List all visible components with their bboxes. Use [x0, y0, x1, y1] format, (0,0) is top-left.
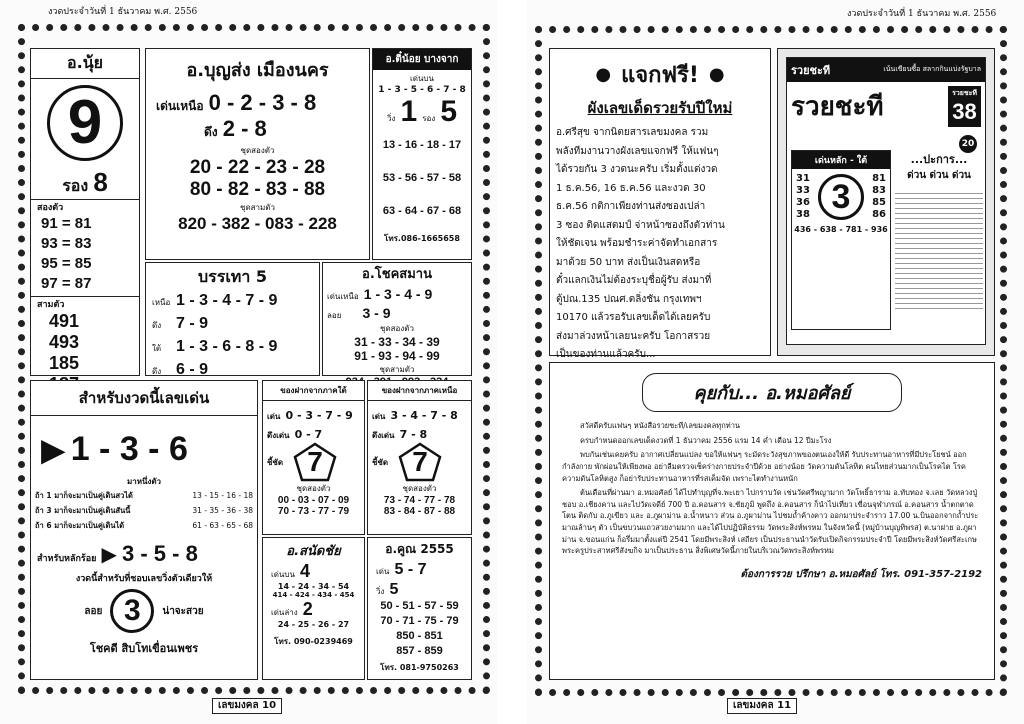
chok-loi-label: ลอย — [327, 311, 342, 320]
talk-paragraph: สวัสดีครับแฟนๆ หนังสือรวยชะที/เลขมงคลทุกท่าน — [580, 421, 741, 430]
bunthao-row-value: 7 - 9 — [176, 315, 209, 332]
south-dueng-value: 0 - 7 — [294, 428, 323, 441]
nui-rong-value: 8 — [93, 167, 108, 197]
free-body-line: มาด้วย 50 บาท ส่งเป็นเงินสดหรือ — [556, 256, 701, 268]
right-footer: เลขมงคล 11 — [727, 698, 797, 714]
magazine-badge-num: 38 — [952, 99, 977, 124]
south-chut-value: 7 — [307, 446, 323, 477]
khun-row: 50 - 51 - 57 - 59 — [380, 600, 459, 612]
star-icon: ● — [708, 64, 725, 85]
pentagon-icon — [293, 442, 337, 482]
boonsong-dueng-value: 2 - 8 — [222, 116, 267, 141]
magazine-cover — [786, 57, 986, 345]
north-chut-label: ชี้ชัด — [372, 457, 389, 467]
special-loi-note: น่าจะสวย — [162, 605, 204, 617]
bunthao-rows — [146, 290, 319, 382]
magazine-left-num: 36 — [796, 197, 810, 208]
south-dueng — [263, 423, 364, 442]
sanadchai-b — [263, 599, 364, 620]
khun-rows — [368, 599, 471, 659]
special-loi-value: 3 — [124, 594, 141, 627]
tinoi-wi-rong — [373, 95, 471, 129]
bunthao-row-label: เหนือ — [152, 298, 171, 307]
special-pair-values: 31 - 35 - 36 - 38 — [192, 506, 253, 515]
special-hundred — [37, 541, 257, 567]
chok-nuea-label: เด่นเหนือ — [327, 292, 359, 301]
special-pair-row — [35, 488, 257, 503]
magazine-main-num: 3 — [831, 177, 851, 216]
special-pair-values: 61 - 63 - 65 - 68 — [192, 521, 253, 530]
talk-paragraph: ครบกำหนดออกเลขเด็ดงวดที่ 1 ธันวาคม 2556 แรม 14 ค่ำ เดือน 12 ปีมะโรง — [580, 435, 832, 445]
free-subtitle: ผังเลขเด็ดรวยรับปีใหม่ — [587, 99, 733, 117]
tinoi-row: 13 - 16 - 18 - 17 — [382, 139, 462, 151]
khun-wi-value: 5 — [389, 581, 399, 598]
boonsong-three-row: 820 - 382 - 083 - 228 — [178, 214, 337, 233]
tinoi-tel: โทร.086-1665658 — [384, 234, 460, 243]
left-footer: เลขมงคล 10 — [212, 698, 282, 714]
right-page — [527, 0, 1024, 724]
talk-title: คุยกับ... อ.หมอศัลย์ — [693, 383, 851, 404]
chok-loi — [323, 303, 471, 322]
right-header: งวดประจำวันที่ 1 ธันวาคม พ.ศ. 2556 — [847, 9, 997, 19]
north-dueng-value: 7 - 8 — [399, 428, 428, 441]
chok-three-label: ชุดสามตัว — [379, 365, 415, 374]
magazine-right-num: 85 — [872, 197, 886, 208]
free-body-line: เป็นของท่านแล้วครับ... — [556, 349, 656, 360]
bunthao-row-label: ดึง — [152, 367, 162, 376]
special-box — [30, 380, 258, 680]
boonsong-dueng — [204, 116, 369, 142]
special-main-value: 1 - 3 - 6 — [70, 430, 188, 468]
nui-name: อ.นุ้ย — [31, 49, 139, 79]
free-body-line: ธ.ค.56 กติกาเพียงท่านส่งซองเปล่า — [556, 201, 706, 212]
north-dueng-label: ดึงเด่น — [372, 431, 395, 440]
magazine-badge — [948, 86, 981, 127]
magazine-top — [787, 58, 985, 82]
bunthao-row — [152, 290, 319, 313]
tinoi-bon-label: เด่นบน — [410, 74, 434, 83]
magazine-left-nums — [796, 173, 810, 221]
khun-den — [368, 559, 471, 579]
special-pair-row — [35, 518, 257, 533]
special-loi — [31, 589, 257, 633]
bunthao-row — [152, 313, 319, 336]
nui-box — [30, 48, 140, 376]
tinoi-bon-value: 1 - 3 - 5 - 6 - 7 - 8 — [378, 85, 466, 95]
north-title: ของฝากจากภาคเหนือ — [368, 381, 471, 401]
special-loi-circle — [110, 589, 154, 633]
tinoi-wi-label: วิ่ง — [386, 114, 396, 123]
north-den-value: 3 - 4 - 7 - 8 — [390, 409, 458, 422]
sanadchai-row2: 414 - 424 - 434 - 454 — [272, 591, 355, 599]
khun-wi-label: วิ่ง — [376, 587, 385, 596]
free-box — [549, 48, 771, 360]
magazine-triple: 436 - 638 - 781 - 936 — [794, 225, 888, 234]
special-main — [41, 430, 257, 469]
free-body-line: ตู้ปณ.135 ปณศ.ตลิ่งชัน กรุงเทพฯ — [556, 293, 702, 305]
free-body-line: 1 ธ.ค.56, 16 ธ.ค.56 และงวด 30 — [556, 182, 706, 194]
tinoi-rong-label: รอง — [422, 114, 436, 123]
south-chut-label: ชี้ชัด — [267, 457, 284, 467]
tinoi-wi-value: 1 — [400, 95, 418, 128]
bunthao-row — [152, 359, 319, 382]
free-body-line: 3 ซอง ติดแสตมป์ จ่าหน้าซองถึงตัวท่าน — [556, 219, 725, 231]
magazine-logo-row — [787, 82, 985, 131]
pentagon-icon — [398, 442, 442, 482]
magazine-left-num: 38 — [796, 209, 810, 220]
north-chut — [368, 442, 471, 482]
free-title: แจกฟรี! — [621, 63, 699, 88]
special-pair-values: 13 - 15 - 16 - 18 — [192, 491, 253, 500]
bunthao-row-value: 1 - 3 - 4 - 7 - 9 — [176, 292, 278, 309]
khun-box — [367, 537, 472, 680]
special-hundred-value: 3 - 5 - 8 — [122, 541, 198, 566]
free-body-line: อ.ศรีสุข จากนิตยสารเลขมงคล รวม — [556, 127, 709, 138]
talk-box — [549, 362, 995, 680]
south-den — [263, 404, 364, 423]
south-two-label: ชุดสองตัว — [296, 484, 331, 493]
north-box — [367, 380, 472, 535]
special-hundred-label: สำหรับหลักร้อย — [37, 554, 97, 564]
sanadchai-a-value: 4 — [300, 561, 311, 581]
tinoi-title: อ.ติ๋น้อย บางจาก — [373, 49, 471, 70]
chok-box — [322, 262, 472, 376]
south-title: ของฝากจากภาคใต้ — [263, 381, 364, 401]
special-footer-note: โชคดี สิบโทเขื่อนเพชร — [89, 642, 199, 655]
special-pairs — [31, 488, 257, 533]
south-chut — [263, 442, 364, 482]
magazine-badge-label: รวยชะที — [952, 89, 977, 97]
chok-loi-value: 3 - 9 — [362, 305, 391, 321]
sanadchai-b-label: เด่นล่าง — [271, 608, 298, 617]
bunthao-box — [145, 262, 320, 376]
magazine-side-sub: ด่วน ด่วน ด่วน — [907, 170, 971, 181]
special-title: สำหรับงวดนี้เลขเด่น — [31, 381, 257, 416]
nui-three-item: 493 — [49, 332, 80, 352]
special-pair-row — [35, 503, 257, 518]
sanadchai-tel: โทร. 090-0239469 — [274, 637, 353, 646]
magazine-price: 20 — [959, 135, 977, 153]
sanadchai-row1: 14 - 24 - 34 - 54 — [277, 582, 350, 591]
nui-two-list — [31, 214, 139, 294]
nui-two-item: 95 = 85 — [41, 255, 92, 272]
khun-row: 70 - 71 - 75 - 79 — [380, 615, 459, 627]
nui-two-item: 93 = 83 — [41, 235, 92, 252]
free-body — [550, 124, 770, 365]
bunthao-row-label: ดึง — [152, 321, 162, 330]
free-body-line: ตั๋วแลกเงินไม่ต้องระบุชื่อผู้รับ ส่งมาที่ — [556, 275, 712, 286]
boonsong-nuea-value: 0 - 2 - 3 - 8 — [208, 90, 317, 115]
khun-den-value: 5 - 7 — [394, 561, 427, 578]
chok-nuea — [323, 284, 471, 303]
magazine-left-num: 31 — [796, 173, 810, 184]
right-arrow-icon: ▶ — [101, 542, 117, 566]
magazine-numbers — [792, 169, 890, 225]
magazine-right-nums — [872, 173, 886, 221]
nui-two-label: สองตัว — [31, 199, 139, 214]
chok-two-row1: 31 - 33 - 34 - 39 — [354, 335, 440, 349]
talk-title-banner — [642, 373, 902, 412]
star-icon: ● — [595, 64, 612, 85]
magazine-pick-label: เด่นหลัก - ใต้ — [792, 151, 890, 169]
sanadchai-b-value: 2 — [302, 599, 313, 619]
talk-signature: ต้องการรวย ปรึกษา อ.หมอศัลย์ โทร. 091-357-2192 — [740, 568, 982, 580]
sanadchai-row3: 24 - 25 - 26 - 27 — [277, 620, 350, 629]
boonsong-dueng-label: ดึง — [204, 125, 218, 139]
south-den-label: เด่น — [267, 412, 281, 421]
magazine-picks — [791, 150, 891, 330]
free-body-line: ส่งมาล่วงหน้าเลยนะครับ โอกาสรวย — [556, 330, 711, 342]
free-body-line: พลังทีมงานวางผังเลขแจกฟรี ให้แฟนๆ — [556, 145, 719, 157]
north-dueng — [368, 423, 471, 442]
free-body-line: 10170 แล้วรอรับเลขเด็ดได้เลยครับ — [556, 312, 711, 323]
nui-two-item: 97 = 87 — [41, 275, 92, 292]
magazine-box — [777, 48, 995, 356]
south-dueng-label: ดึงเด่น — [267, 431, 290, 440]
tinoi-box — [372, 48, 472, 260]
magazine-side-lines — [895, 189, 983, 309]
nui-main-number: 9 — [67, 88, 103, 157]
magazine-main-circle — [818, 174, 864, 220]
sanadchai-title: อ.สนัดชัย — [286, 544, 341, 559]
left-header: งวดประจำวันที่ 1 ธันวาคม พ.ศ. 2556 — [48, 7, 198, 17]
bunthao-title: บรรเทา 5 — [197, 267, 268, 286]
khun-row: 850 - 851 — [396, 630, 443, 642]
tinoi-rong-value: 5 — [440, 95, 458, 128]
magazine-left-num: 33 — [796, 185, 810, 196]
boonsong-two-label: ชุดสองตัว — [240, 146, 275, 155]
bunthao-row-label: ใต้ — [152, 344, 162, 353]
special-pair-text: ถ้า 3 มาก็จะมาเป็นคู่เดินสันนี้ — [35, 506, 131, 515]
nui-rong-label: รอง — [62, 176, 89, 195]
north-den-label: เด่น — [372, 412, 386, 421]
boonsong-nuea-label: เด่นเหนือ — [156, 99, 204, 113]
magazine-brand-small: รวยชะที — [791, 64, 831, 77]
bunthao-row-value: 1 - 3 - 6 - 8 - 9 — [176, 338, 278, 355]
boonsong-two-row1: 20 - 22 - 23 - 28 — [189, 157, 326, 178]
special-loi-label: ลอย — [84, 605, 103, 617]
talk-paragraph: ต้นเดือนที่ผ่านมา อ.หมอศัลย์ ได้ไปทำบุญที่จ.พะเยา ไปกราบวัด เช่นวัดศรีพญามาก วัดโพธิ์ธาราม อ.ทับทอง จ.เลย วัดหลวงปู่ชอบ อ.เชียงคาน และไปวัดเจดีย์ 700 ปี อ.คอนสาร จ.ชัยภูมิ พูดถึง อ.คอนสาร ก็นำไปเที่ยว เขื่อนจุฬาภรณ์ อ.คอนสาร น้ำตกตาดโตน ติดกับ อ.ภูเขียว และ อ.ภูผาม่าน อ.น้ำหนาว ส่วน อ.ภูผาม่าน ไปชมถ้ำค้างคาว ออกมาประจำราว 17.00 น.บินออกจากถ้ำประมาณล้านๆ ตัว เป็นขบวนแถวสวยงามมาก และได้ไปปฏิบัติธรรม วัดพระสิงห์พรหม ในจังหวัดนี้ (หมู่บ้านบุญทิพรส) ต.นาฝาย อ.ภูผาม่าน จ.ขอนแก่น ก็อรึ่มมาตั้งแต่ปี 2541 โดยมีพระสิงห์ เสถียร เป็นประธานนำวัดรับเปิดกิจกรรมประจำปี โดยมีพระสิงห์วัดศรีสะเกษ พระครูประสาทศรีสังฆกิจ มาเป็นประธาน สิ่งพิเศษวัดนี้ภายในบริเวณวัดพระสิงห์พรหม — [562, 488, 979, 556]
south-two-row1: 00 - 03 - 07 - 09 — [277, 495, 350, 506]
north-den — [368, 404, 471, 423]
boonsong-box — [145, 48, 370, 260]
north-chut-value: 7 — [412, 446, 428, 477]
magazine-right-num: 86 — [872, 209, 886, 220]
boonsong-three-label: ชุดสามตัว — [240, 203, 275, 212]
south-two-row2: 70 - 73 - 77 - 79 — [277, 506, 350, 517]
bunthao-row-value: 6 - 9 — [176, 361, 209, 378]
free-title-row — [550, 57, 770, 92]
sanadchai-a — [263, 561, 364, 582]
north-two-row1: 73 - 74 - 77 - 78 — [383, 495, 456, 506]
khun-row: 857 - 859 — [396, 645, 443, 657]
tinoi-row: 63 - 64 - 67 - 68 — [382, 205, 462, 217]
magazine-right-num: 83 — [872, 185, 886, 196]
special-pair-label: มาหนึ่งตัว — [126, 477, 162, 486]
free-body-line: ให้ชัดเจน พร้อมชำระค่าจัดทำเอกสาร — [556, 238, 718, 249]
south-box — [262, 380, 365, 535]
special-pair-text: ถ้า 6 มาก็จะมาเป็นคู่เดินได้ — [35, 521, 125, 530]
left-page — [0, 0, 497, 724]
nui-three-item: 491 — [49, 311, 80, 331]
free-body-line: ได้รวยกัน 3 งวดนะครับ เริ่มตั้งแต่งวด — [556, 164, 718, 175]
right-arrow-icon: ▶ — [41, 430, 66, 469]
chok-two-row2: 91 - 93 - 94 - 99 — [354, 349, 440, 363]
sanadchai-box — [262, 537, 365, 680]
talk-paragraph: พบกันเช่นเคยครับ อากาศเปลี่ยนแปลง ขอให้แฟนๆ ระมัดระวังสุขภาพของตนเองให้ดี รับประทานอาหารที่มีประโยชน์ ออกกำลังกาย พักผ่อนให้เพียงพอ อย่าลืมตรวจเช็คร่างกายประจำปีด้วย อย่างน้อย วัดความดันโลหิต คนไทยส่วนมากเป็นโรคไต โรคความดันโลหิตสูง ก็อย่ารับประทานอาหารที่รสเค็มจัด เพราะไตทำงานหนัก — [562, 450, 967, 483]
special-single-note: งวดนี้สำหรับที่ชอบเลขวิ่งตัวเดียวให้ — [75, 574, 213, 584]
khun-den-label: เด่น — [376, 567, 390, 576]
nui-three-label: สามตัว — [31, 296, 139, 311]
khun-wi — [368, 579, 471, 599]
nui-two-item: 91 = 81 — [41, 215, 92, 232]
nui-main-circle — [47, 85, 123, 161]
magazine-right-num: 81 — [872, 173, 886, 184]
boonsong-two-row2: 80 - 82 - 83 - 88 — [189, 179, 326, 200]
tinoi-row: 53 - 56 - 57 - 58 — [382, 172, 462, 184]
khun-tel: โทร. 081-9750263 — [380, 663, 459, 672]
nui-rong — [31, 167, 139, 199]
south-den-value: 0 - 3 - 7 - 9 — [285, 409, 353, 422]
bunthao-row — [152, 336, 319, 359]
north-two-label: ชุดสองตัว — [402, 484, 437, 493]
chok-nuea-value: 1 - 3 - 4 - 9 — [363, 286, 433, 302]
magazine-tagline: เน้นเขียนซื้อ สลากกินแบ่งรัฐบาล — [883, 65, 981, 74]
special-pair-text: ถ้า 1 มาก็จะมาเป็นคู่เดินสวได้ — [35, 491, 133, 500]
north-two-row2: 83 - 84 - 87 - 88 — [383, 506, 456, 517]
talk-body — [550, 412, 994, 582]
tinoi-rows — [373, 129, 471, 228]
khun-title: อ.คูณ 2555 — [385, 542, 454, 556]
boonsong-title: อ.บุญส่ง เมืองนคร — [186, 60, 329, 81]
chok-title: อ.โชคสมาน — [362, 267, 432, 282]
magazine-logo: รวยชะที — [791, 91, 884, 121]
boonsong-nuea — [156, 90, 369, 116]
nui-three-item: 185 — [49, 353, 80, 373]
magazine-side-title: ...ปะการ... — [910, 153, 968, 166]
chok-two-label: ชุดสองตัว — [380, 324, 414, 333]
sanadchai-a-label: เด่นบน — [271, 570, 295, 579]
magazine-side — [895, 150, 983, 330]
